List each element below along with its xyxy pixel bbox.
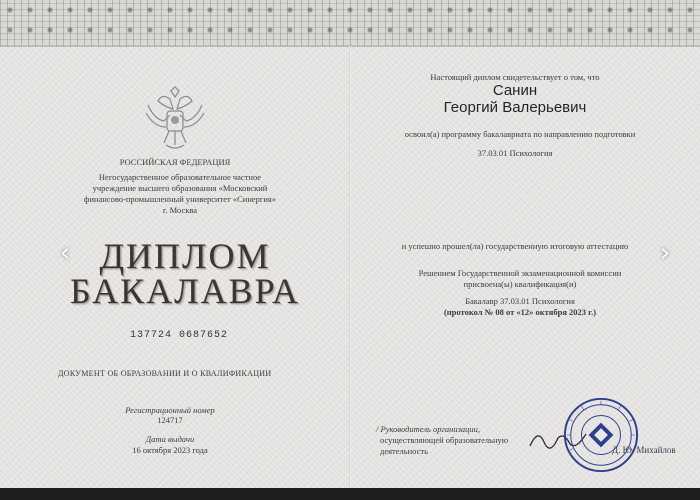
issue-date-label: Дата выдачи — [145, 434, 195, 444]
signer-name: Д. Ю. Михайлов — [612, 445, 676, 455]
program-text: освоил(а) программу бакалавриата по направлению подготовки — [404, 129, 636, 139]
qualification: Бакалавр 37.03.01 Психология — [465, 296, 575, 306]
graduate-given-names: Георгий Валерьевич — [443, 99, 587, 116]
graduate-surname: Санин — [492, 82, 538, 99]
diploma-title-line2: БАКАЛАВРА — [69, 271, 301, 311]
document-type: ДОКУМЕНТ ОБ ОБРАЗОВАНИИ И О КВАЛИФИКАЦИИ — [58, 369, 272, 378]
head-title: осуществляющей образовательную — [380, 435, 509, 445]
diploma-title-line1: ДИПЛОМ — [99, 236, 271, 276]
registration-label: Регистрационный номер — [125, 405, 215, 415]
chevron-right-icon[interactable]: › — [659, 238, 671, 268]
diploma-serial-number: 137724 0687652 — [130, 330, 229, 341]
decorative-ornament-border — [0, 0, 700, 47]
official-seal-stamp — [562, 396, 640, 474]
certify-text: Настоящий диплом свидетельствует о том, что — [430, 72, 600, 82]
chevron-left-icon[interactable]: ‹ — [59, 238, 71, 268]
head-title: деятельность — [380, 446, 428, 456]
head-title: / Руководитель организации, — [376, 424, 481, 434]
institution-line: финансово-промышленный университет «Синергия» — [83, 194, 277, 204]
country-label: РОССИЙСКАЯ ФЕДЕРАЦИЯ — [119, 157, 231, 167]
institution-line: учреждение высшего образования «Московский — [92, 183, 268, 193]
institution-line: Негосударственное образовательное частное — [98, 172, 262, 182]
viewer-bottom-bar — [0, 488, 700, 500]
institution-city: г. Москва — [162, 205, 198, 215]
double-headed-eagle-emblem-icon — [140, 85, 210, 155]
page-fold — [349, 46, 351, 488]
commission-decision: присвоена(ы) квалификация(и) — [463, 279, 577, 289]
commission-decision: Решением Государственной экзаменационной комиссии — [418, 268, 622, 278]
exam-text: и успешно прошел(ла) государственную итоговую аттестацию — [401, 241, 629, 251]
program-code: 37.03.01 Психология — [477, 148, 553, 158]
protocol-info: (протокол № 08 от «12» октября 2023 г.) — [443, 307, 597, 317]
registration-number: 124717 — [157, 415, 183, 425]
issue-date: 16 октября 2023 года — [132, 445, 208, 455]
